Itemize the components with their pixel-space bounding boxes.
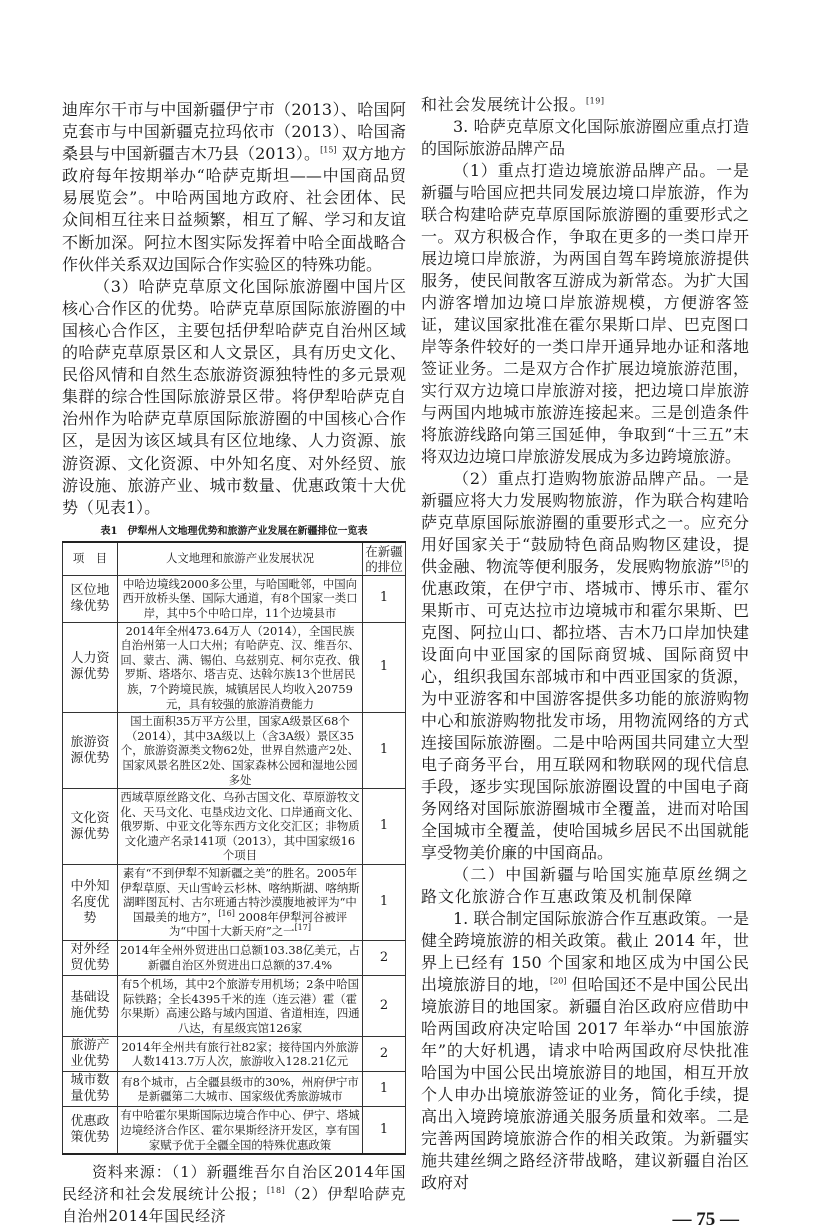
right-column bbox=[421, 94, 749, 1232]
row-item: 对外经贸优势 bbox=[63, 941, 118, 976]
text-run: 但哈国还不是中国公民出境旅游目的地国家。新疆自治区政府应借助中哈两国政府决定哈国 2017 年举办“中国旅游年”的大好机遇，请求中哈两国政府尽快批准哈国为中国公民出境旅游目的地国，相互开放个人申办出境旅游签证的业务，简化手续，提高出入境跨境旅游通关服务质量和效率。二是完善两国跨境旅游合作的相关政策。为新疆实施共建丝绸之路经济带战略，建议新疆自治区政府对 bbox=[421, 975, 749, 1192]
citation-ref: [5] bbox=[721, 558, 733, 568]
text-run: 迪库尔干市与中国新疆伊宁市（2013）、哈国阿克套市与中国新疆克拉玛依市（2013）、哈国斋桑县与中国新疆吉木乃县（2013）。 bbox=[62, 100, 406, 164]
header-content: 人文地理和旅游产业发展状况 bbox=[118, 542, 363, 576]
row-item: 中外知名度优势 bbox=[63, 865, 118, 941]
row-content bbox=[118, 976, 363, 1037]
left-body-text bbox=[62, 99, 406, 519]
paragraph bbox=[421, 94, 749, 116]
paragraph bbox=[62, 99, 406, 276]
text-run: 国土面积35万平方公里，国家A级景区68个（2014），其中3A级以上（含3A级）景区35个，旅游资源类文物62处，世界自然遗产2处、国家风景名胜区2处、国家森林公园和湿地公园多处 bbox=[120, 714, 360, 787]
citation-ref: [16] bbox=[218, 909, 235, 919]
row-rank: 1 bbox=[363, 1072, 406, 1107]
row-content bbox=[118, 789, 363, 865]
row-rank: 2 bbox=[363, 941, 406, 976]
text-run: 中哈边境线2000多公里，与哈国毗邻，中国向西开放桥头堡、国际大通道，有8个国家一类口岸，其中5个中哈口岸，11个边境县市 bbox=[122, 576, 358, 620]
text-run: （2）伊犁哈萨克自治州2014年国民经济 bbox=[62, 1185, 406, 1226]
row-rank: 2 bbox=[363, 1037, 406, 1072]
row-rank: 1 bbox=[363, 1107, 406, 1154]
row-rank: 1 bbox=[363, 789, 406, 865]
row-item: 基础设施优势 bbox=[63, 976, 118, 1037]
row-content bbox=[118, 713, 363, 789]
table-1 bbox=[62, 541, 406, 1155]
paragraph bbox=[62, 276, 406, 519]
page-number: — 75 — bbox=[672, 1209, 739, 1230]
text-run: 资料来源：（1）新疆维吾尔自治区2014年国民经济和社会发展统计公报； bbox=[62, 1163, 406, 1204]
row-rank: 2 bbox=[363, 976, 406, 1037]
text-run: 有中哈霍尔果斯国际边境合作中心、伊宁、塔城边境经济合作区、霍尔果斯经济开发区，享有国家赋予优于全疆全国的特殊优惠政策 bbox=[120, 1108, 360, 1152]
text-run: （2）重点打造购物旅游品牌产品。一是新疆应将大力发展购物旅游，作为联合构建哈萨克草原国际旅游圈的重要形式之一。应充分用好国家关于“鼓励特色商品购物区建设，提供金融、物流等便利服务，发展购物旅游” bbox=[421, 469, 749, 576]
row-content bbox=[118, 941, 363, 976]
row-item: 人力资源优势 bbox=[63, 622, 118, 713]
text-run: 2008年伊犁河谷被评为“中国十大新天府”之一 bbox=[169, 909, 348, 939]
text-run: 西域草原丝路文化、乌孙古国文化、草原游牧文化、天马文化、屯垦戍边文化、口岸通商文化、俄罗斯、中亚文化等东西方文化交汇区；非物质文化遗产名录141项（2013），其中国家级16个项目 bbox=[120, 790, 360, 863]
text-run: 2014年全州473.64万人（2014），全国民族自治州第一人口大州；有哈萨克、汉、维吾尔、回、蒙古、满、锡伯、乌兹别克、柯尔克孜、俄罗斯、塔塔尔、塔吉克、达斡尔族13个世居民族，7个跨境民族，城镇居民人均收入20759元，具有较强的旅游消费能力 bbox=[120, 623, 360, 711]
table-row bbox=[63, 941, 406, 976]
text-run: 素有“不到伊犁不知新疆之美”的胜名。2005年伊犁草原、天山雪岭云杉林、喀纳斯湖、喀纳斯湖畔图瓦村、古尔班通古特沙漠腹地被评为“中国最美的地方”， bbox=[120, 866, 360, 924]
text-run: 双方地方政府每年按期举办“哈萨克斯坦——中国商品贸易展览会”。中哈两国地方政府、社会团体、民众间相互往来日益频繁，相互了解、学习和友谊不断加深。阿拉木图实际发挥着中哈全面战略合作伙伴关系双边国际合作实验区的特殊功能。 bbox=[62, 144, 406, 274]
table-row bbox=[63, 789, 406, 865]
text-run: （二）中国新疆与哈国实施草原丝绸之路文化旅游合作互惠政策及机制保障 bbox=[421, 865, 749, 906]
table-caption: 表1 伊犁州人文地理优势和旅游产业发展在新疆排位一览表 bbox=[100, 525, 368, 537]
table-row bbox=[63, 1037, 406, 1072]
text-run: 有5个机场，其中2个旅游专用机场；2条中哈国际铁路；全长4395千米的连（连云港）霍（霍尔果斯）高速公路与域内国道、省道相连，四通八达，有星级宾馆126家 bbox=[120, 977, 360, 1035]
table-row bbox=[63, 622, 406, 713]
text-run: 和社会发展统计公报。 bbox=[421, 95, 587, 114]
row-rank: 1 bbox=[363, 713, 406, 789]
table-row bbox=[63, 865, 406, 941]
right-body-text bbox=[421, 94, 749, 1194]
header-rank: 在新疆的排位 bbox=[363, 542, 406, 576]
left-column bbox=[62, 99, 406, 1227]
table-header-row bbox=[63, 542, 406, 576]
row-item: 城市数量优势 bbox=[63, 1072, 118, 1107]
table-source-note bbox=[62, 1161, 406, 1227]
row-item: 旅游产业优势 bbox=[63, 1037, 118, 1072]
row-rank: 1 bbox=[363, 865, 406, 941]
row-content bbox=[118, 575, 363, 622]
text-run: （3）哈萨克草原文化国际旅游圈中国片区核心合作区的优势。哈萨克草原国际旅游圈的中国核心合作区，主要包括伊犁哈萨克自治州区域的哈萨克草原景区和人文景区，具有历史文化、民俗风情和自然生态旅游资源独特性的多元景观集群的综合性国际旅游景区带。将伊犁哈萨克自治州作为哈萨克草原国际旅游圈的中国核心合作区，是因为该区域具有区位地缘、人力资源、旅游资源、文化资源、中外知名度、对外经贸、旅游设施、旅游产业、城市数量、优惠政策十大优势（见表1）。 bbox=[62, 276, 406, 517]
citation-ref: [18] bbox=[266, 1186, 286, 1196]
citation-ref: [17] bbox=[294, 923, 311, 933]
paragraph bbox=[421, 908, 749, 1194]
citation-ref: [19] bbox=[586, 96, 605, 106]
row-content bbox=[118, 865, 363, 941]
row-content bbox=[118, 1037, 363, 1072]
text-run: 2014年全州外贸进出口总额103.38亿美元，占新疆自治区外贸进出口总额的37.4% bbox=[120, 943, 360, 973]
text-run: 2014年全州共有旅行社82家；接待国内外旅游人数1413.7万人次，旅游收入128.21亿元 bbox=[121, 1039, 359, 1069]
text-run: （1）重点打造边境旅游品牌产品。一是新疆与哈国应把共同发展边境口岸旅游，作为联合构建哈萨克草原国际旅游圈的重要形式之一。双方积极合作，争取在更多的一类口岸开展边境口岸旅游，为两国自驾车跨境旅游提供服务，使民间散客互游成为新常态。为扩大国内游客增加边境口岸旅游规模，方便游客签证，建议国家批准在霍尔果斯口岸、巴克图口岸等条件较好的一类口岸开通异地办证和落地签证业务。二是双方合作扩展边境旅游范围，实行双方边境口岸旅游对接，把边境口岸旅游与两国内地城市旅游连接起来。三是创造条件将旅游线路向第三国延伸，争取到“十三五”末将双边边境口岸旅游发展成为多边跨境旅游。 bbox=[421, 161, 749, 466]
citation-ref: [15] bbox=[320, 145, 337, 155]
header-item: 项 目 bbox=[63, 542, 118, 576]
table-row bbox=[63, 1072, 406, 1107]
row-item: 优惠政策优势 bbox=[63, 1107, 118, 1154]
table-row bbox=[63, 976, 406, 1037]
citation-ref: [20] bbox=[550, 976, 567, 986]
text-run: 3. 哈萨克草原文化国际旅游圈应重点打造的国际旅游品牌产品 bbox=[421, 117, 749, 158]
row-content bbox=[118, 1072, 363, 1107]
row-rank: 1 bbox=[363, 622, 406, 713]
row-item: 文化资源优势 bbox=[63, 789, 118, 865]
section-heading bbox=[421, 864, 749, 908]
paragraph bbox=[421, 116, 749, 160]
text-run: 1. 联合制定国际旅游合作互惠政策。一是健全跨境旅游的相关政策。截止 2014 年，世界上已经有 150 个国家和地区成为中国公民出境旅游目的地， bbox=[421, 909, 749, 994]
row-item: 旅游资源优势 bbox=[63, 713, 118, 789]
table-row bbox=[63, 575, 406, 622]
row-rank: 1 bbox=[363, 575, 406, 622]
paragraph bbox=[421, 160, 749, 468]
paragraph bbox=[421, 468, 749, 864]
table-row bbox=[63, 713, 406, 789]
row-item: 区位地缘优势 bbox=[63, 575, 118, 622]
text-run: 有8个城市，占全疆县级市的30%，州府伊宁市是新疆第二大城市、国家级优秀旅游城市 bbox=[121, 1074, 359, 1104]
row-content bbox=[118, 622, 363, 713]
text-run: 的优惠政策，在伊宁市、塔城市、博乐市、霍尔果斯市、可克达拉市边境城市和霍尔果斯、巴克图、阿拉山口、都拉塔、吉木乃口岸加快建设面向中亚国家的国际商贸城、国际商贸中心，组织我国东部城市和中西亚国家的货源，为中亚游客和中国游客提供多功能的旅游购物中心和旅游购物批发市场，用物流网络的方式连接国际旅游圈。二是中哈两国共同建立大型电子商务平台，用互联网和物联网的现代信息手段，逐步实现国际旅游圈设置的中国电子商务网络对国际旅游圈城市全覆盖，进而对哈国全国城市全覆盖，使哈国城乡居民不出国就能享受物美价廉的中国商品。 bbox=[421, 557, 749, 862]
